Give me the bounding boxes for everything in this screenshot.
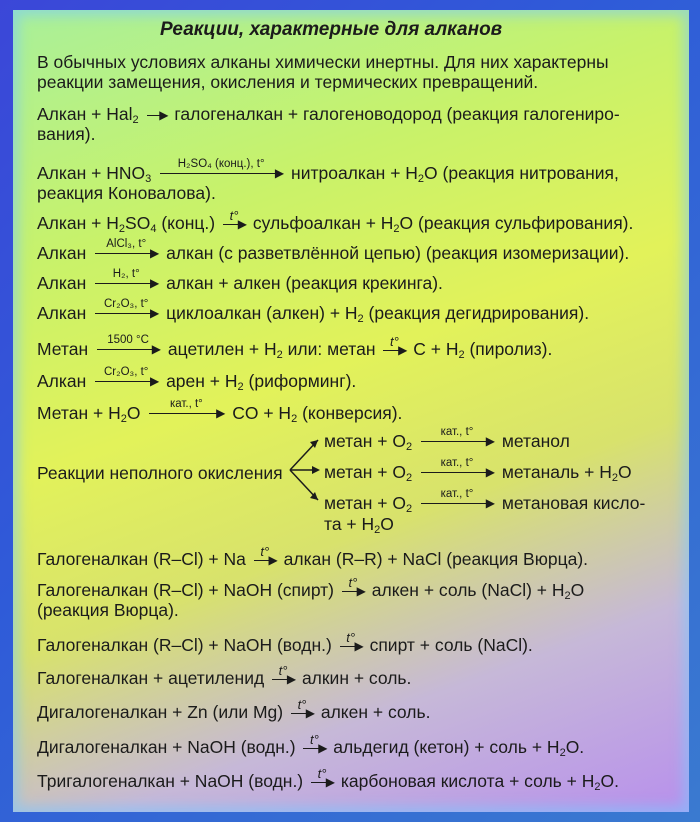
reaction-reforming: Алкан Cr₂O₃, t° ▶ арен + $H_2$ (риформинг). [37, 366, 357, 393]
partial-oxidation-label: Реакции неполного окисления [37, 463, 283, 483]
reaction-elimination-cont: (реакция Вюрца). [37, 600, 179, 620]
reaction-pyrolysis: Метан 1500 °C ▶ ацетилен + $H_2$ или: метан t° ▶ $C + H_2$ (пиролиз). [37, 334, 553, 361]
partial-oxidation-formic-acid: метан + $O_2$ кат., t° ▶ метановая кисло- [324, 488, 646, 515]
reaction-acetylide: Галогеналкан + ацетиленид t° ▶ алкин + соль. [37, 663, 412, 688]
intro-line-2: реакции замещения, окисления и термических превращений. [37, 72, 539, 92]
reaction-cracking: Алкан H₂, t° ▶ алкан + алкен (реакция крекинга). [37, 268, 443, 293]
partial-oxidation-formic-acid-cont: та + $H_2O$ [324, 514, 394, 536]
reaction-wurtz: Галогеналкан (R–Cl) + Na t° ▶ алкан (R–R) + NaCl (реакция Вюрца). [37, 544, 589, 569]
reaction-nitration-cont: реакция Коновалова). [37, 183, 216, 203]
reaction-nitration: Алкан + $HNO_3$ H₂SO₄ (конц.), t° ▶ нитроалкан + $H_2O$ (реакция нитрования, [37, 158, 619, 185]
reaction-hydrolysis: Галогеналкан (R–Cl) + NaOH (водн.) t° ▶ спирт + соль (NaCl). [37, 630, 533, 655]
reaction-halogenation: Алкан + Hal$_2$ ▶ галогеналкан + галогеноводород (реакция галогениро- [37, 104, 620, 126]
reaction-isomerization: Алкан AlCl₃, t° ▶ алкан (с разветвлённой цепью) (реакция изомеризации). [37, 238, 630, 263]
page-title: Реакции, характерные для алканов [160, 19, 503, 40]
reaction-elimination: Галогеналкан (R–Cl) + NaOH (спирт) t° ▶ алкен + соль (NaCl) + $H_2O$ [37, 575, 585, 602]
branch-arrows [288, 428, 324, 508]
reaction-trihalide-hydrolysis: Тригалогеналкан + NaOH (водн.) t° ▶ карбоновая кислота + соль + $H_2O$. [37, 766, 619, 793]
reaction-halogenation-cont: вания). [37, 124, 96, 144]
reaction-dihalide-hydrolysis: Дигалогеналкан + NaOH (водн.) t° ▶ альдегид (кетон) + соль + $H_2O$. [37, 732, 585, 759]
partial-oxidation-methanal: метан + $O_2$ кат., t° ▶ метаналь + $H_2O$ [324, 457, 632, 484]
reaction-sulfonation: Алкан + $H_2SO_4$ (конц.) t° ▶ сульфоалкан + $H_2O$ (реакция сульфирования). [37, 208, 634, 235]
intro-line-1: В обычных условиях алканы химически инертны. Для них характерны [37, 52, 609, 72]
reaction-conversion: Метан + $H_2O$ кат., t° ▶ CO + $H_2$ (конверсия). [37, 398, 403, 425]
reaction-dehalogenation: Дигалогеналкан + Zn (или Mg) t° ▶ алкен + соль. [37, 697, 431, 722]
reaction-dehydrogenation: Алкан Cr₂O₃, t° ▶ циклоалкан (алкен) + $H_2$ (реакция дегидрирования). [37, 298, 590, 325]
partial-oxidation-methanol: метан + $O_2$ кат., t° ▶ метанол [324, 426, 570, 453]
